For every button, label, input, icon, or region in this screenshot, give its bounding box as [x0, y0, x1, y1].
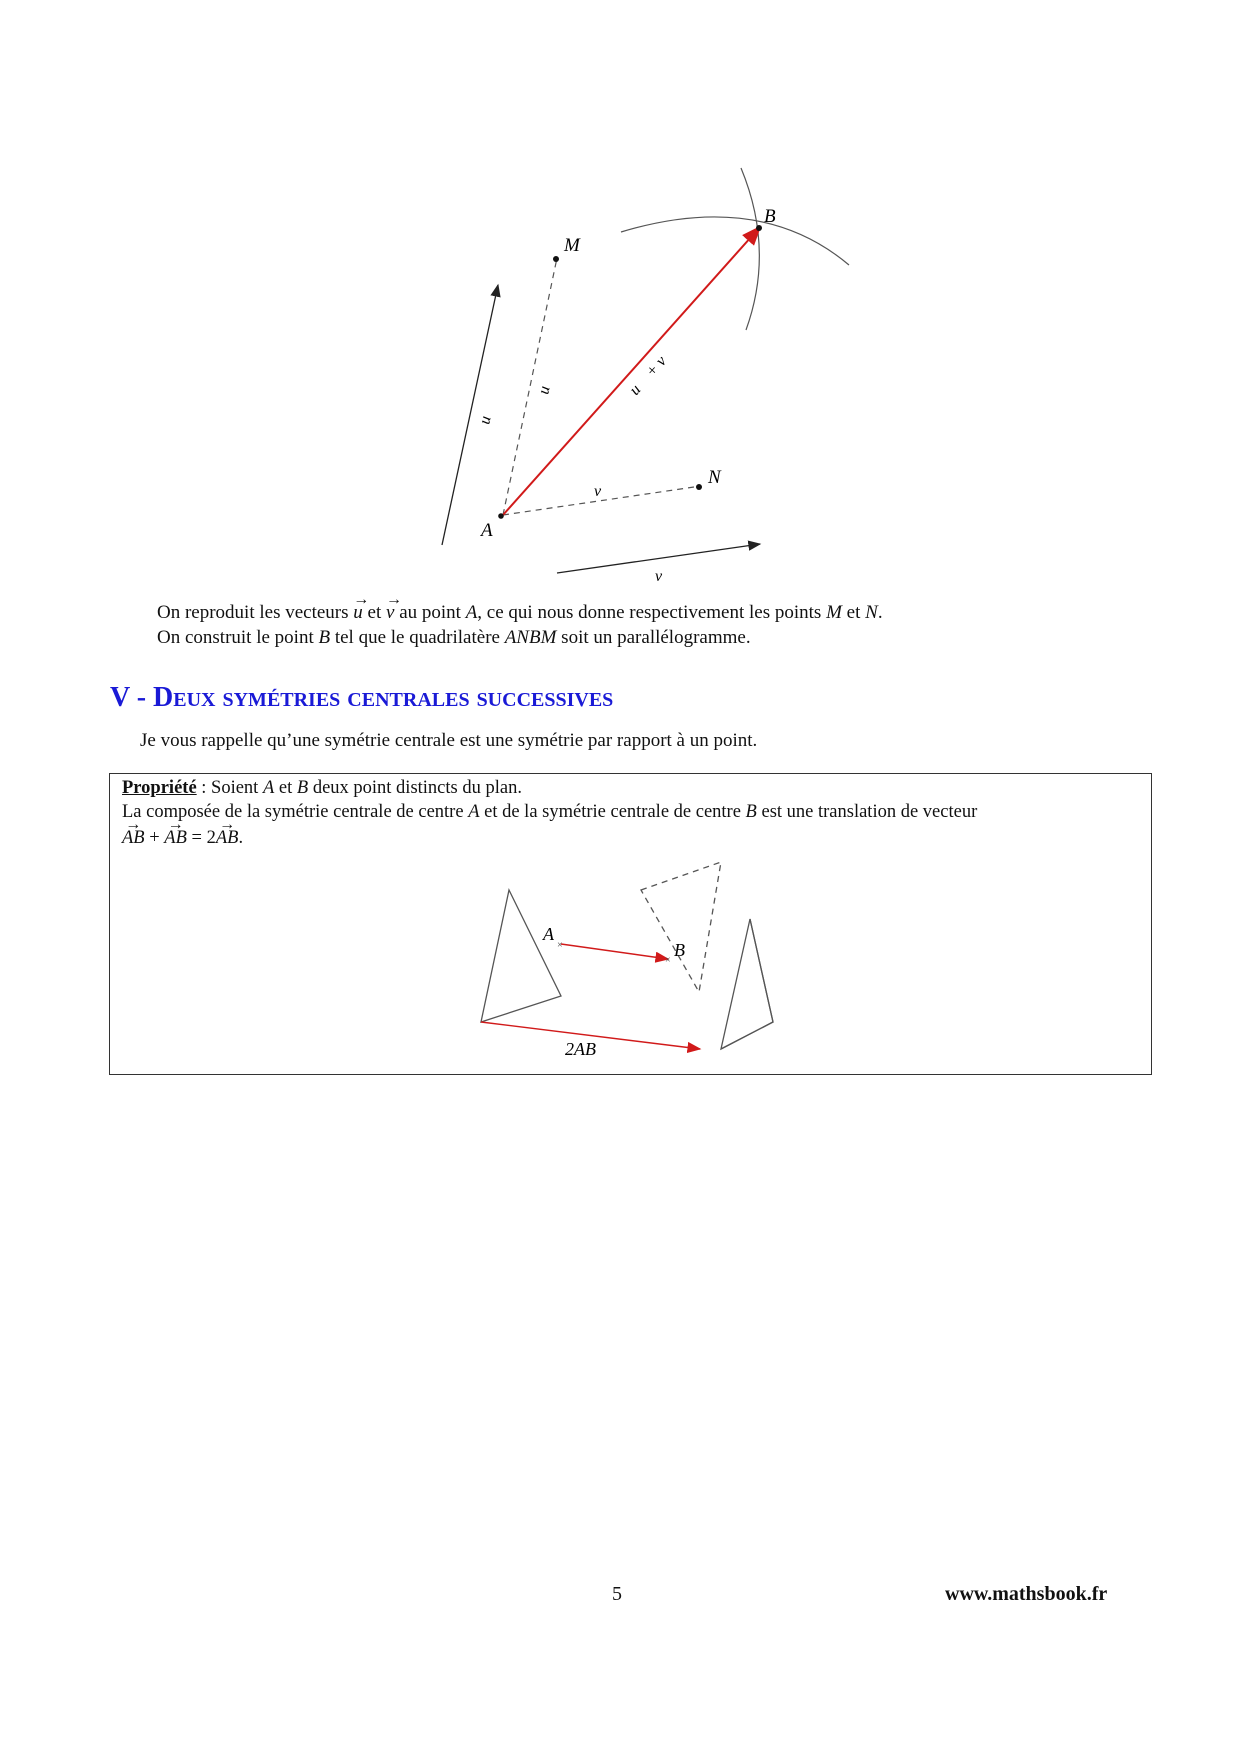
text: : Soient: [196, 778, 263, 798]
section-title: [110, 682, 613, 714]
point-B: [756, 225, 762, 231]
text: soit un parallélogramme.: [556, 627, 751, 648]
page-number: 5: [612, 1583, 622, 1605]
intro-text: Je vous rappelle qu’une symétrie centrale est une symétrie par rapport à un point.: [140, 730, 758, 751]
point-B-inline: B: [745, 802, 757, 822]
paragraph-construct-B: [157, 626, 751, 650]
label-u-standalone: u⃗: [476, 402, 498, 426]
point-N-inline: N: [865, 602, 878, 623]
compass-arc-2: [741, 168, 759, 330]
paragraph-reproduce-vectors: [157, 601, 883, 625]
point-A-inline: A: [262, 778, 275, 798]
point-A-cross: ×: [557, 940, 563, 951]
label-M: M: [564, 235, 580, 256]
label-u-dashed: u⃗: [535, 372, 557, 396]
label-u-plus-v: u⃗ + v⃗: [626, 343, 679, 399]
label-B: B: [674, 940, 685, 960]
compass-arc-1: [621, 217, 849, 265]
point-A-inline: A: [468, 802, 480, 822]
vector-u-plus-v: [503, 227, 760, 515]
symmetry-figure: [110, 774, 1151, 1074]
section-number: V -: [110, 682, 154, 713]
label-A: A: [481, 520, 493, 541]
text: deux point distincts du plan.: [308, 778, 522, 798]
point-M: [553, 256, 559, 262]
point-A: [498, 513, 504, 519]
original-triangle: [481, 890, 561, 1022]
point-B-inline: B: [296, 778, 309, 798]
label-v-standalone: v⃗: [655, 568, 675, 585]
vector-u-inline: → u: [353, 601, 363, 625]
vector-AB-inline: → AB: [164, 826, 187, 850]
text: +: [144, 828, 165, 848]
text: tel que le quadrilatère: [330, 627, 505, 648]
point-B-inline: B: [318, 627, 331, 648]
label-v-dashed: v⃗: [594, 483, 614, 500]
website-footer[interactable]: www.mathsbook.fr: [945, 1583, 1108, 1605]
property-box: [109, 773, 1152, 1075]
label-A: A: [543, 924, 554, 944]
quadrilateral-ANBM: ANBM: [504, 627, 557, 648]
text: On reproduit les vecteurs: [157, 602, 354, 623]
text: .: [877, 602, 883, 623]
text: et: [362, 602, 386, 623]
vector-AB-inline: → AB: [216, 826, 239, 850]
vector-v-inline: → v: [386, 601, 394, 625]
property-title: Propriété: [122, 778, 197, 798]
point-N: [696, 484, 702, 490]
text: La composée de la symétrie centrale de centre: [122, 802, 469, 822]
label-B: B: [764, 206, 776, 227]
vector-AB-inline: → AB: [122, 826, 145, 850]
point-B-cross: ×: [665, 955, 671, 966]
point-M-inline: M: [826, 602, 842, 623]
text: est une translation de vecteur: [756, 802, 978, 822]
vector-sum-figure: [0, 0, 1239, 600]
text: au point: [394, 602, 466, 623]
label-2AB: 2AB⃗: [565, 1039, 610, 1059]
text: On construit le point: [157, 627, 319, 648]
point-A-inline: A: [465, 602, 478, 623]
text: = 2: [186, 828, 216, 848]
section-title-text: Deux symétries centrales successives: [153, 682, 614, 713]
text: et de la symétrie centrale de centre: [479, 802, 746, 822]
text: , ce qui nous donne respectivement les points: [477, 602, 827, 623]
translated-triangle: [721, 919, 773, 1049]
label-N: N: [708, 467, 721, 488]
text: et: [274, 778, 297, 798]
text: .: [238, 828, 244, 848]
vector-AB: [561, 944, 668, 959]
symmetric-triangle-dashed: [641, 862, 721, 992]
text: et: [841, 602, 866, 623]
